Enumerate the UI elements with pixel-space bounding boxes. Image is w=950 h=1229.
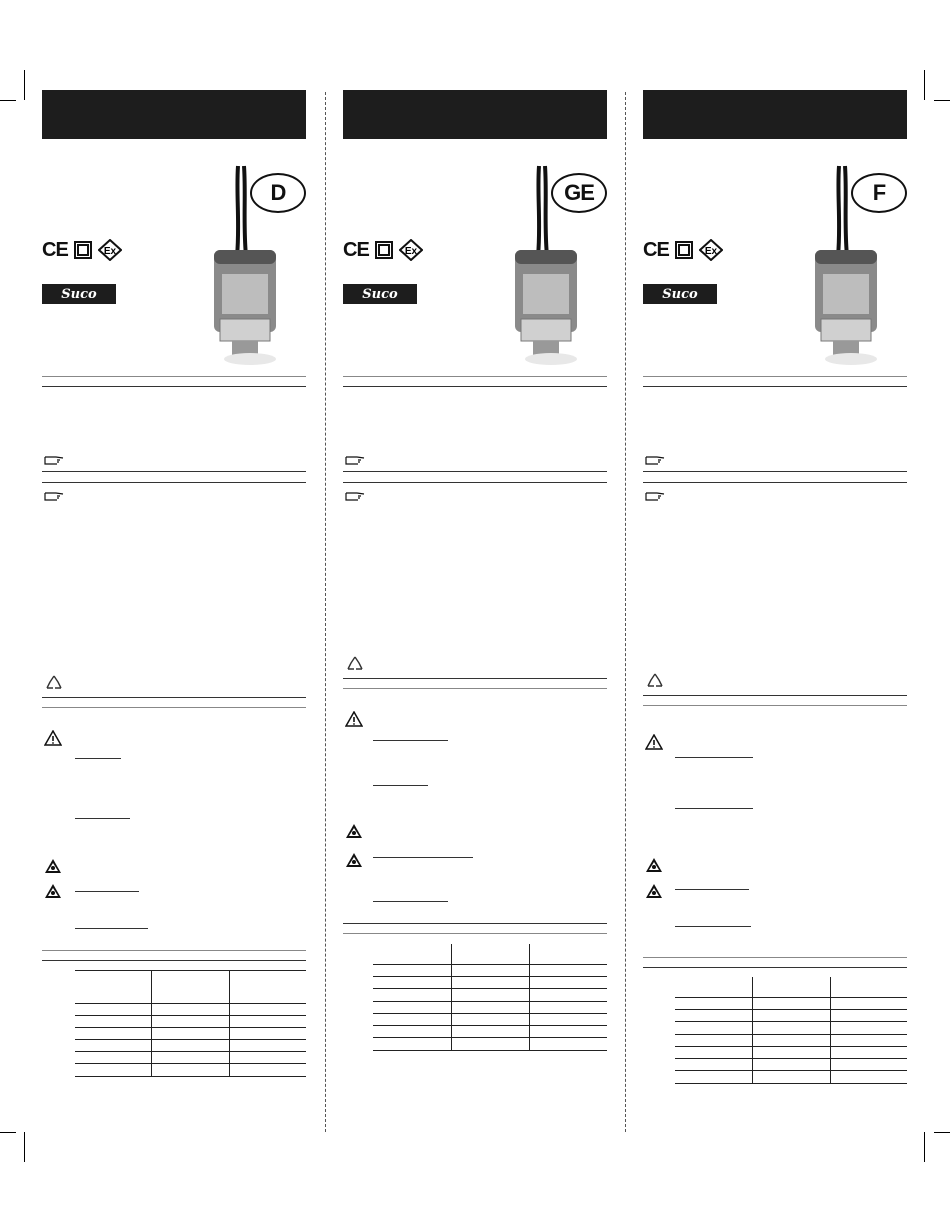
crop-mark — [0, 1132, 16, 1133]
pointing-hand-icon — [645, 490, 665, 502]
column-german — [42, 0, 310, 1229]
divider — [643, 957, 907, 958]
divider — [643, 471, 907, 472]
recycle-icon — [44, 674, 64, 692]
divider — [42, 482, 306, 483]
underline-heading — [373, 857, 473, 858]
fold-line — [625, 92, 626, 1132]
underline-heading — [373, 785, 428, 786]
divider — [643, 695, 907, 696]
ex-mark-text: Ex — [704, 246, 717, 257]
underline-heading — [675, 808, 753, 809]
divider — [42, 386, 306, 387]
underline-heading — [75, 818, 130, 819]
header-bar — [42, 90, 306, 139]
data-table — [675, 977, 907, 1085]
brand-logo: Suco — [343, 284, 417, 304]
crop-mark — [0, 100, 16, 101]
data-table — [75, 970, 306, 1078]
data-table — [373, 944, 607, 1052]
certification-marks — [42, 236, 122, 264]
divider — [343, 482, 607, 483]
ce-mark: CE — [643, 238, 669, 261]
pressure-switch-image — [511, 164, 587, 366]
language-badge: F — [851, 173, 907, 213]
ex-mark-icon — [699, 239, 723, 261]
brand-logo: Suco — [643, 284, 717, 304]
underline-heading — [675, 926, 751, 927]
ce-mark: CE — [42, 238, 68, 261]
divider — [42, 950, 306, 951]
divider — [343, 471, 607, 472]
ex-mark-icon — [399, 239, 423, 261]
pointing-hand-icon — [345, 490, 365, 502]
underline-heading — [675, 889, 749, 890]
column-english — [343, 0, 611, 1229]
pointing-hand-icon — [345, 454, 365, 466]
underline-heading — [75, 891, 139, 892]
warning-icon — [345, 711, 363, 727]
certification-marks — [643, 236, 723, 264]
underline-heading — [373, 901, 448, 902]
underline-heading — [675, 757, 753, 758]
divider — [343, 376, 607, 377]
warning-icon — [645, 734, 663, 750]
explosion-hazard-icon — [44, 858, 62, 874]
divider — [343, 933, 607, 934]
crop-mark — [24, 70, 25, 100]
column-french — [643, 0, 911, 1229]
divider — [343, 678, 607, 679]
divider — [42, 376, 306, 377]
ex-mark-text: Ex — [404, 246, 417, 257]
ex-mark-icon — [98, 239, 122, 261]
language-badge: GE — [551, 173, 607, 213]
language-badge: D — [250, 173, 306, 213]
divider — [42, 707, 306, 708]
explosion-hazard-icon — [345, 823, 363, 839]
crop-mark — [934, 1132, 950, 1133]
underline-heading — [75, 928, 148, 929]
divider — [343, 923, 607, 924]
crop-mark — [24, 1132, 25, 1162]
pointing-hand-icon — [44, 454, 64, 466]
header-bar — [343, 90, 607, 139]
double-insulation-icon — [375, 241, 393, 259]
divider — [643, 967, 907, 968]
divider — [42, 697, 306, 698]
header-bar — [643, 90, 907, 139]
divider — [643, 482, 907, 483]
divider — [42, 471, 306, 472]
fold-line — [325, 92, 326, 1132]
divider — [42, 960, 306, 961]
pressure-switch-image — [811, 164, 887, 366]
divider — [343, 386, 607, 387]
underline-heading — [373, 740, 448, 741]
divider — [343, 688, 607, 689]
recycle-icon — [345, 655, 365, 673]
explosion-hazard-icon — [44, 883, 62, 899]
double-insulation-icon — [74, 241, 92, 259]
explosion-hazard-icon — [645, 857, 663, 873]
pointing-hand-icon — [44, 490, 64, 502]
crop-mark — [924, 1132, 925, 1162]
divider — [643, 376, 907, 377]
brand-logo: Suco — [42, 284, 116, 304]
explosion-hazard-icon — [645, 883, 663, 899]
pointing-hand-icon — [645, 454, 665, 466]
divider — [643, 705, 907, 706]
crop-mark — [934, 100, 950, 101]
ce-mark: CE — [343, 238, 369, 261]
divider — [643, 386, 907, 387]
certification-marks — [343, 236, 423, 264]
ex-mark-text: Ex — [103, 246, 116, 257]
warning-icon — [44, 730, 62, 746]
underline-heading — [75, 758, 121, 759]
explosion-hazard-icon — [345, 852, 363, 868]
double-insulation-icon — [675, 241, 693, 259]
crop-mark — [924, 70, 925, 100]
pressure-switch-image — [210, 164, 286, 366]
recycle-icon — [645, 672, 665, 690]
